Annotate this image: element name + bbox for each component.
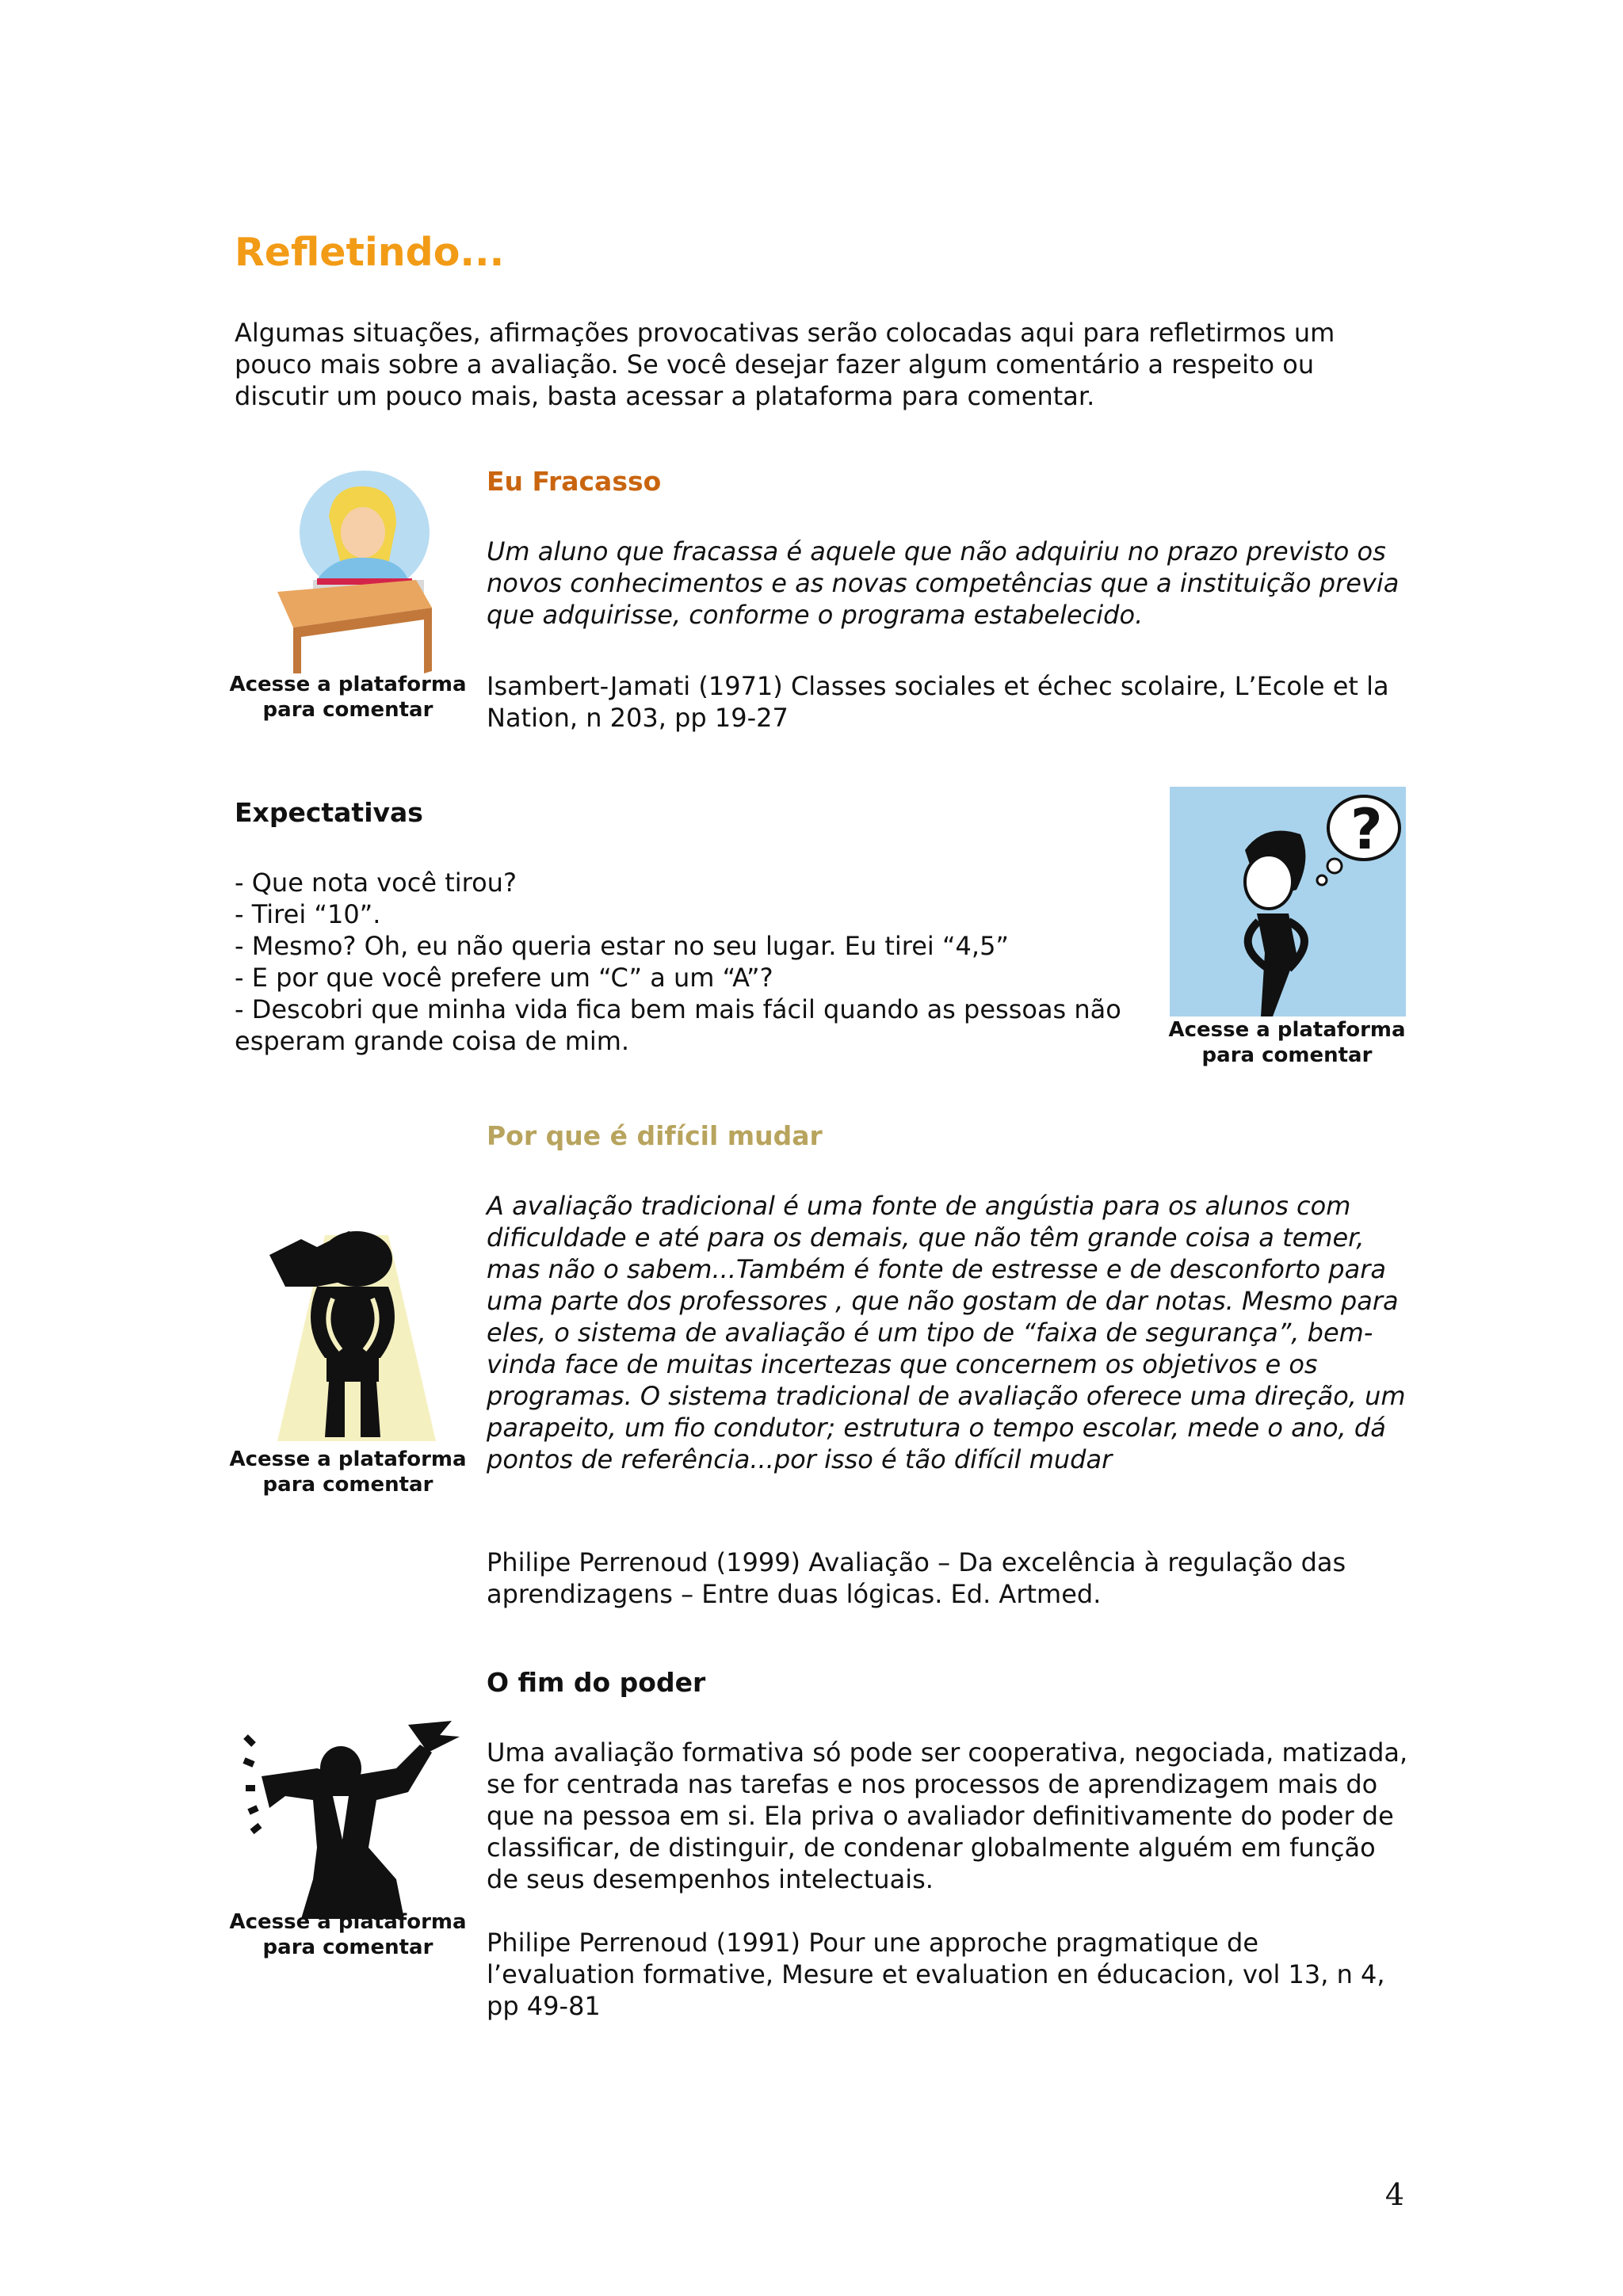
quote-dificil-mudar: A avaliação tradicional é uma fonte de angústia para os alunos com dificuldade e até para os demais, que não têm grande coisa a temer, mas não o sabem...Também é fonte de estresse e de desconforto para uma parte dos professores , que não gostam de dar notas. Mesmo para eles, o sistema de avaliação é um tipo de “faixa de segurança”, bem-vinda face de muitas incertezas que concernem os objetivos e os programas. O sistema tradicional de avaliação oferece uma direção, um parapeito, um fio condutor; estrutura o tempo escolar, mede o ano, dá pontos de referência...por isso é tão difícil mudar (487, 1191, 1406, 1474)
comment-link-4[interactable] (229, 1909, 467, 1960)
svg-text:?: ? (1350, 797, 1383, 862)
caption-line-1: Acesse a plataforma (229, 673, 467, 696)
page-title: Refletindo... (235, 230, 505, 275)
paragraph-fim-poder: Uma avaliação formativa só pode ser cooperativa, negociada, matizada, se for centrada nas tarefas e nos processos de aprendizagem mais do que na pessoa em si. Ela priva o avaliador definitivamente do poder de classificar, de distinguir, de condenar globalmente alguém em função de seus desempenhos intelectuais. (487, 1737, 1408, 1894)
section-title-eu-fracasso: Eu Fracasso (487, 466, 662, 497)
dialog-line: - Descobri que minha vida fica bem mais fácil quando as pessoas não esperam grande coisa de mim. (235, 994, 1121, 1056)
caption-line-1: Acesse a plataforma (1168, 1018, 1406, 1042)
caption-line-1: Acesse a plataforma (229, 1447, 467, 1471)
comment-link-3[interactable] (229, 1447, 467, 1497)
comment-link-2[interactable] (1168, 1017, 1406, 1068)
angry-boss-illustration (238, 1721, 468, 1919)
caption-line-1: Acesse a plataforma (229, 1910, 467, 1934)
thinking-person-illustration (1170, 787, 1406, 1016)
caption-line-2: para comentar (262, 698, 433, 722)
caption-line-2: para comentar (262, 1936, 433, 1959)
comment-link-1[interactable] (229, 672, 467, 723)
page-number: 4 (1384, 2177, 1404, 2212)
caption-line-2: para comentar (262, 1473, 433, 1497)
intro-paragraph: Algumas situações, afirmações provocativas serão colocadas aqui para refletirmos um pouco mais sobre a avaliação. Se você desejar fazer algum comentário a respeito ou discutir um pouco mais, basta acessar a plataforma para comentar. (235, 318, 1335, 411)
reference-eu-fracasso: Isambert-Jamati (1971) Classes sociales et échec scolaire, L’Ecole et la Nation, n 203, pp 19-27 (487, 671, 1389, 733)
dialog-line: - Tirei “10”. (235, 899, 381, 929)
section-title-fim-poder: O fim do poder (487, 1667, 706, 1698)
section-title-expectativas: Expectativas (235, 797, 423, 828)
dialog-expectativas (235, 867, 1162, 1057)
dialog-line: - E por que você prefere um “C” a um “A”? (235, 963, 773, 993)
dialog-line: - Mesmo? Oh, eu não queria estar no seu lugar. Eu tirei “4,5” (235, 931, 1009, 961)
section-title-dificil-mudar: Por que é difícil mudar (487, 1120, 823, 1151)
quote-eu-fracasso: Um aluno que fracassa é aquele que não adquiriu no prazo previsto os novos conhecimentos e as novas competências que a instituição previa que adquirisse, conforme o programa estabelecido. (487, 536, 1400, 630)
dialog-line: - Que nota você tirou? (235, 868, 517, 898)
sleeping-student-illustration (269, 469, 436, 675)
caption-line-2: para comentar (1201, 1043, 1373, 1067)
reference-dificil-mudar: Philipe Perrenoud (1999) Avaliação – Da excelência à regulação das aprendizagens – Entre duas lógicas. Ed. Artmed. (487, 1547, 1346, 1609)
shouting-person-illustration (269, 1223, 436, 1449)
reference-fim-poder: Philipe Perrenoud (1991) Pour une approche pragmatique de l’evaluation formative, Mesure et evaluation en éducacion, vol 13, n 4, pp 49-81 (487, 1928, 1385, 2021)
